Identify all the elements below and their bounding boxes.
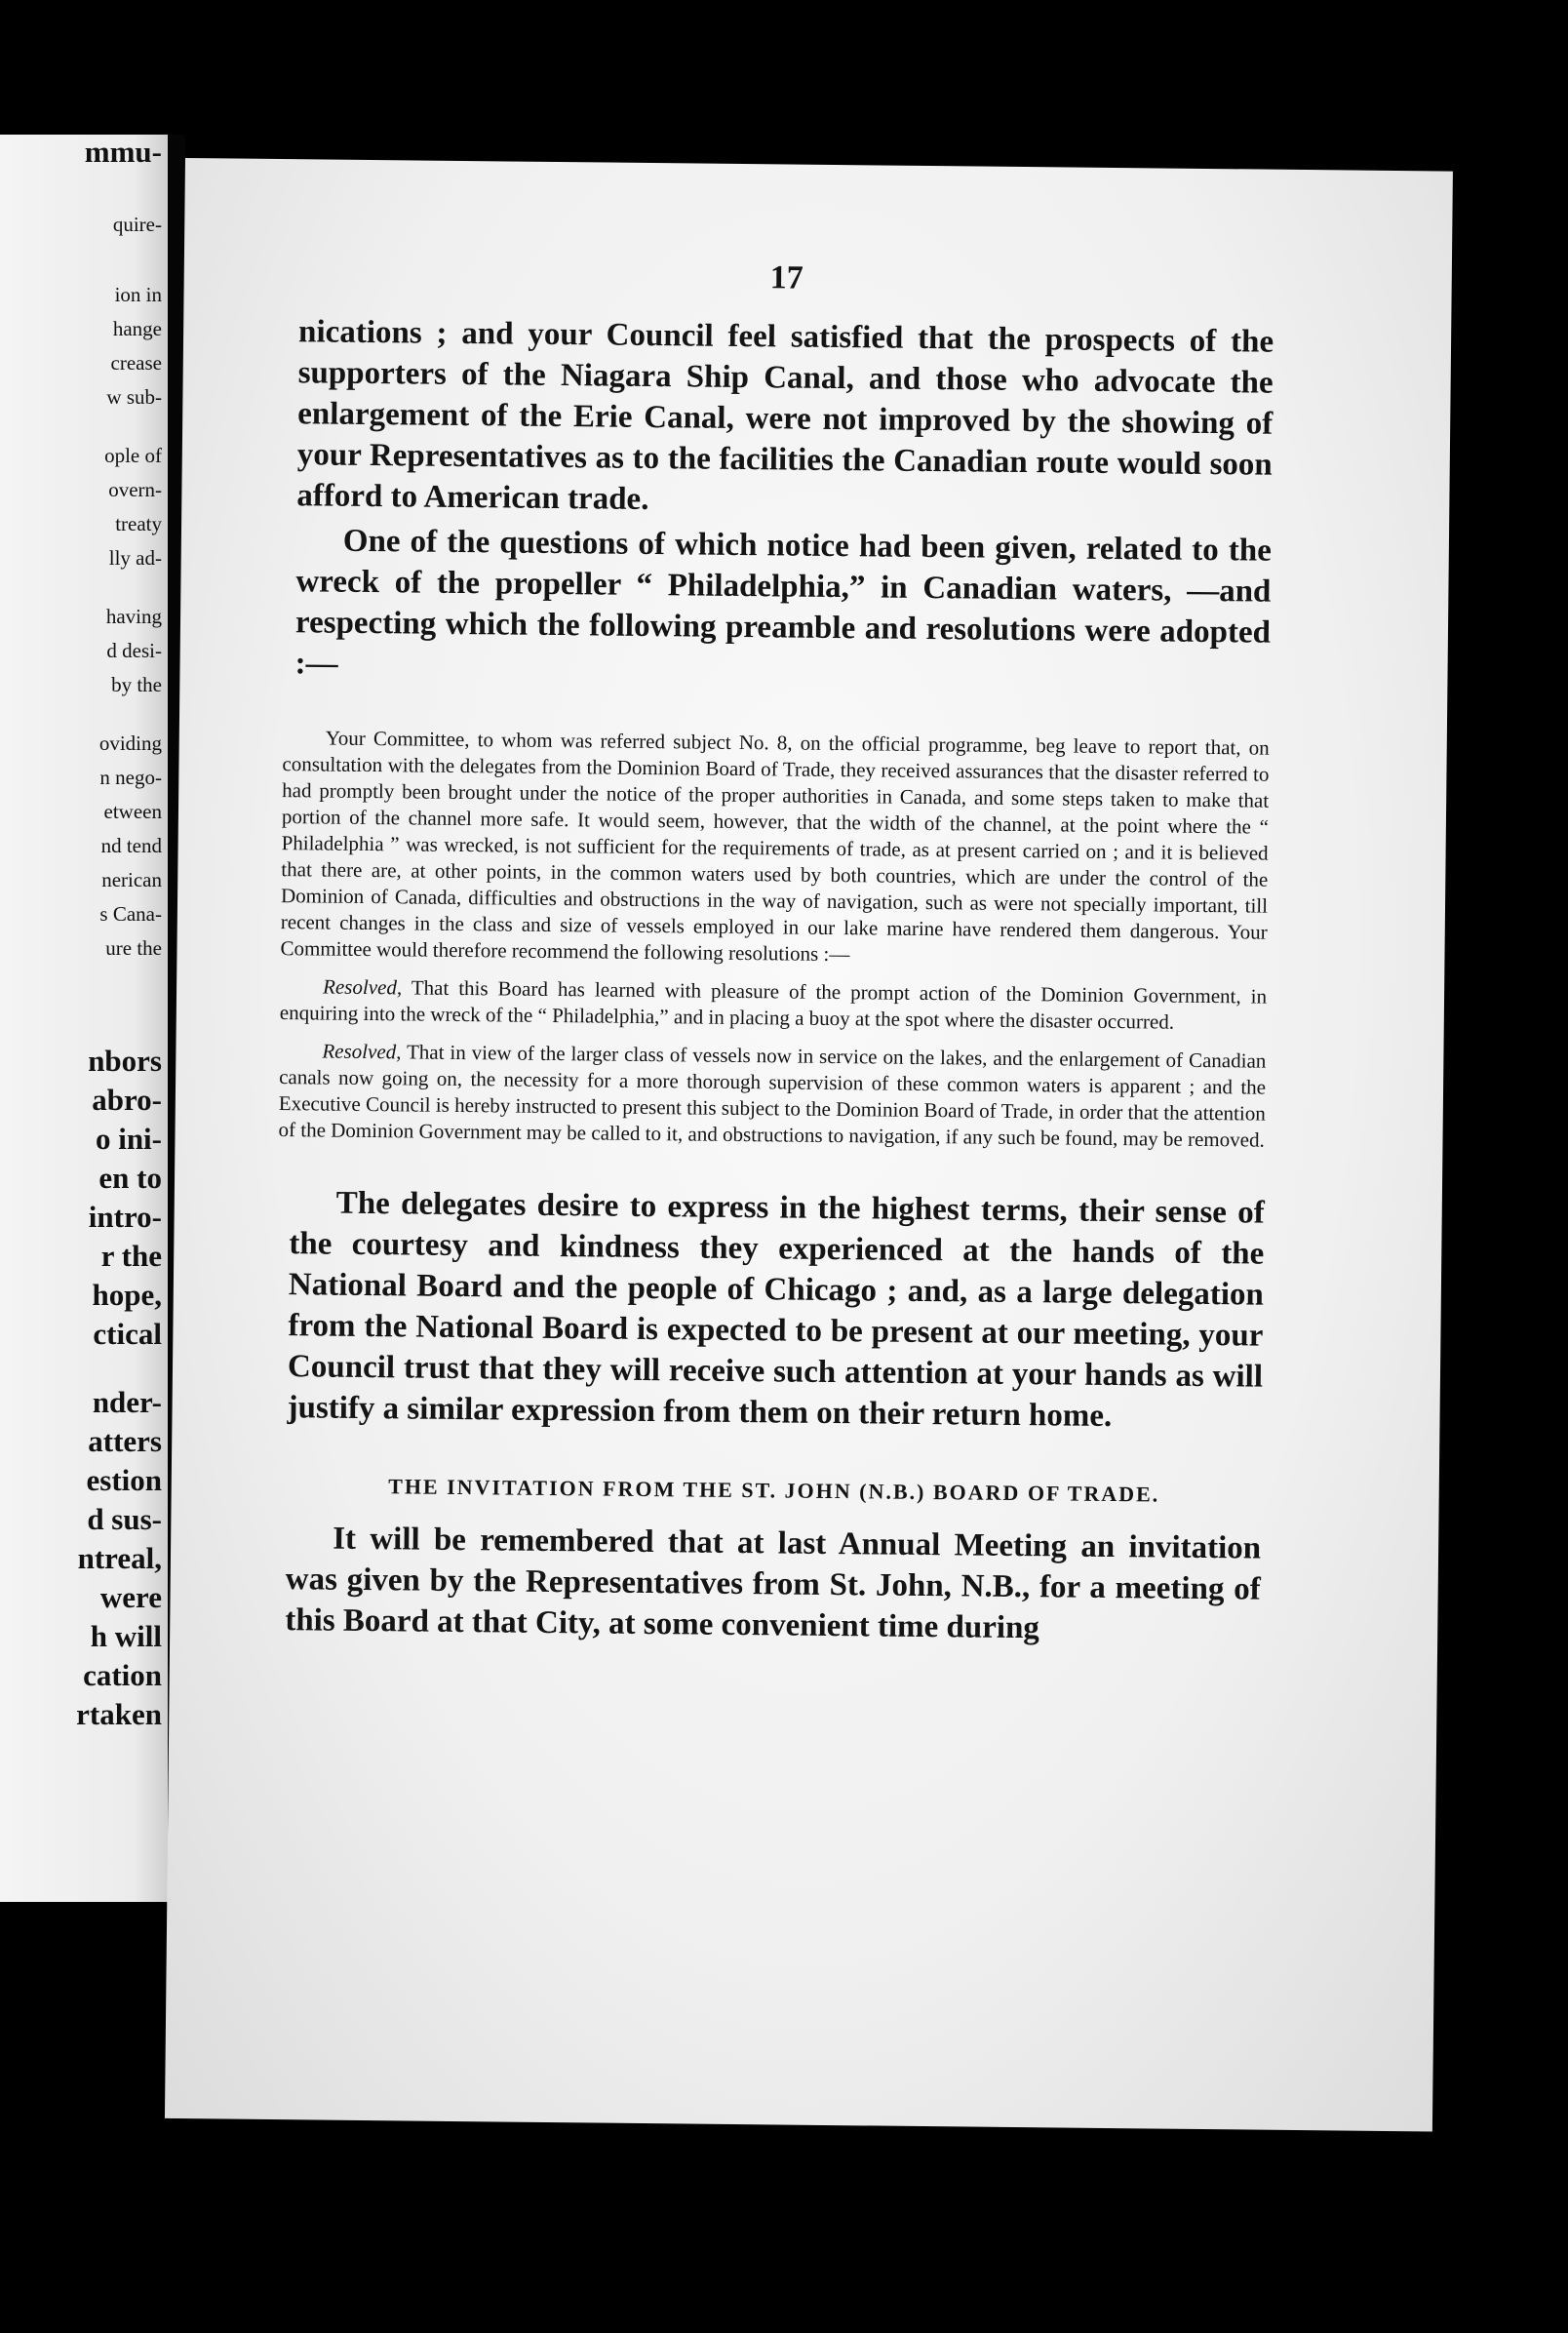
left-page-fragment-line: n nego- — [99, 766, 162, 789]
left-page-fragment-line: nerican — [101, 868, 162, 891]
left-page-fragment-line: nd tend — [100, 834, 162, 857]
left-page-fragment-line: overn- — [108, 478, 162, 501]
left-page-fragment-line: r the — [100, 1239, 162, 1273]
left-page-fragment-line: d desi- — [106, 639, 162, 662]
left-page-fragment-line: nder- — [92, 1385, 162, 1419]
left-page-fragment-line: w sub- — [106, 385, 162, 409]
resolution-2 — [278, 1038, 1266, 1154]
resolution-1 — [280, 973, 1268, 1037]
left-page-fragment-line: estion — [86, 1463, 162, 1497]
left-page-fragment-line: mmu- — [84, 135, 162, 169]
left-page-fragment-line: by the — [111, 673, 162, 696]
left-page-fragment-line: quire- — [112, 213, 162, 236]
left-page-fragment-line: cation — [83, 1658, 162, 1692]
left-page-fragment-line: hange — [112, 317, 162, 340]
left-page-fragment-line: h will — [90, 1619, 162, 1653]
resolution-2-text: That in view of the larger class of vessels now in service on the lakes, and the enlargement of Canadian canals now going on, the necessity for a more thorough supervision of these common waters is apparent ; and the Executive Council is hereby instructed to present this subject to the Dominion Board of Trade, in order that the attention of the Dominion Government may be called to it, and obstructions to navigation, if any such be found, may be removed. — [278, 1040, 1267, 1152]
resolution-1-label: Resolved, — [322, 974, 403, 1000]
left-page-fragment-line: intro- — [88, 1200, 162, 1234]
main-page — [165, 158, 1453, 2132]
left-page-fragment-line: ion in — [114, 283, 162, 306]
left-page-fragment — [0, 135, 168, 1902]
left-page-fragment-line: o ini- — [95, 1122, 162, 1156]
committee-preamble: Your Committee, to whom was referred subject No. 8, on the official programme, beg leave to report that, on consultation with the delegates from the Dominion Board of Trade, they received assurances that the disaster referred to had promptly been brought under the notice of the proper authorities in Canada, and some steps taken to make that portion of the channel more safe. It would seem, however, that the width of the channel, at the point where the “ Philadelphia ” was wrecked, is not sufficient for the requirements of trade, as at present carried on ; and it is believed that there are, at other points, in the common waters used by both countries, which are under the control of the Dominion of Canada, difficulties and obstructions in the way of navigation, such as were not specially important, till recent changes in the class and size of vessels employed in our lake marine have rendered them dangerous. Your Committee would therefore recommend the following resolutions :— — [280, 726, 1270, 967]
left-page-fragment-line: s Cana- — [99, 902, 162, 926]
left-page-fragment-line: lly ad- — [108, 546, 162, 570]
page-content — [278, 255, 1274, 1650]
paragraph-invitation: It will be remembered that at last Annual Meeting an invitation was given by the Representatives from St. John, N.B., for a meeting of this Board at that City, at some convenient time during — [285, 1521, 1262, 1646]
left-page-fragment-line: were — [99, 1580, 162, 1614]
resolution-2-label: Resolved, — [322, 1039, 402, 1064]
left-page-fragment-line: en to — [98, 1161, 162, 1195]
left-page-fragment-line: treaty — [115, 512, 162, 535]
left-page-fragment-line: ctical — [93, 1317, 162, 1351]
left-page-fragment-line: etween — [103, 800, 162, 823]
page-number: 17 — [769, 259, 804, 297]
left-page-fragment-line: ure the — [105, 936, 162, 960]
left-page-fragment-line: having — [105, 605, 162, 628]
paragraph-delegates-thanks: The delegates desire to express in the highest terms, their sense of the courtesy and kindness they experienced at the hands of the National Board and the people of Chicago ; and, as a large delegation from the National Board is expected to be present at our meeting, your Council trust that they will receive such attention at your hands as will justify a similar expression from them on their return home. — [287, 1185, 1265, 1435]
committee-report — [278, 725, 1269, 1154]
left-page-fragment-line: oviding — [98, 732, 162, 755]
left-page-fragment-line: abro- — [92, 1083, 162, 1117]
paragraph-council-satisfaction: nications ; and your Council feel satisfied that the prospects of the supporters of the Niagara Ship Canal, and those who advocate the enlargement of the Erie Canal, were not improved by the showing of your Representatives as to the facilities the Canadian route would soon afford to American trade. — [296, 314, 1274, 517]
paragraph-philadelphia-question: One of the questions of which notice had been given, related to the wreck of the propeller “ Philadelphia,” in Canadian waters, —and respecting which the following preamble and resolutions were adopted :— — [294, 523, 1273, 682]
left-page-fragment-line: nbors — [88, 1044, 162, 1078]
resolution-1-text: That this Board has learned with pleasure of the prompt action of the Dominion Government, in enquiring into the wreck of the “ Philadelphia,” and in placing a buoy at the spot where the disaster occurred. — [279, 975, 1268, 1034]
left-page-fragment-line: ople of — [104, 444, 162, 467]
left-page-fragment-line: ntreal, — [77, 1541, 162, 1575]
left-page-fragment-line: crease — [110, 351, 162, 375]
section-heading: THE INVITATION FROM THE ST. JOHN (N.B.) BOARD OF TRADE. — [388, 1474, 1160, 1507]
left-page-fragment-line: atters — [88, 1424, 162, 1458]
left-page-fragment-line: rtaken — [76, 1697, 162, 1731]
left-page-fragment-line: hope, — [92, 1278, 162, 1312]
left-page-fragment-line: d sus- — [87, 1502, 162, 1536]
